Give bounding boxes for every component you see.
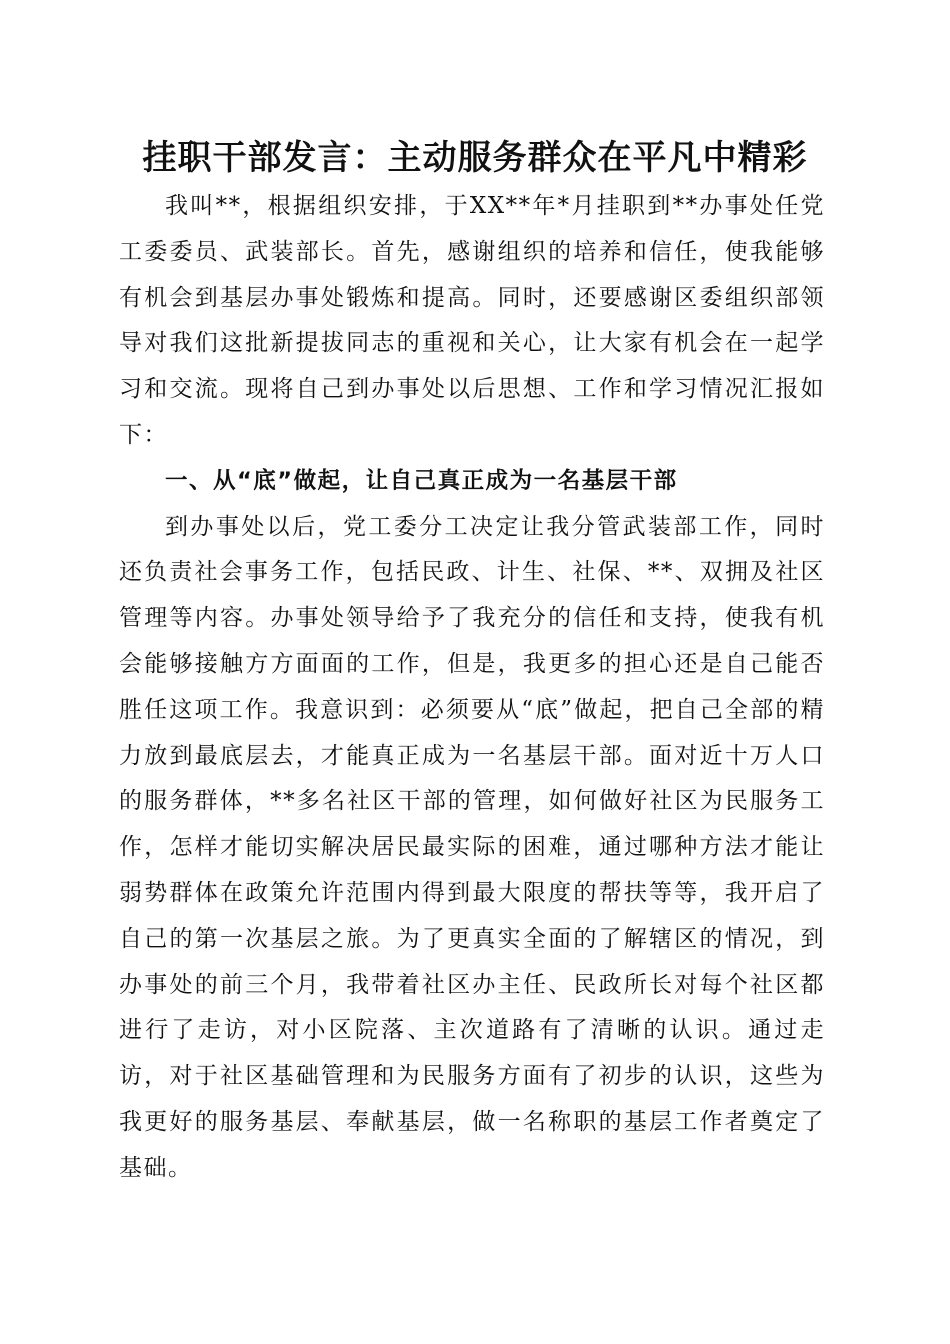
- section-paragraph: 到办事处以后，党工委分工决定让我分管武装部工作，同时还负责社会事务工作，包括民政、计生、社保、**、双拥及社区管理等内容。办事处领导给予了我充分的信任和支持，使我有机会能够接触方方面面的工作，但是，我更多的担心还是自己能否胜任这项工作。我意识到：必须要从“底”做起，把自己全部的精力放到最底层去，才能真正成为一名基层干部。面对近十万人口的服务群体，**多名社区干部的管理，如何做好社区为民服务工作，怎样才能切实解决居民最实际的困难，通过哪种方法才能让弱势群体在政策允许范围内得到最大限度的帮扶等等，我开启了自己的第一次基层之旅。为了更真实全面的了解辖区的情况，到办事处的前三个月，我带着社区办主任、民政所长对每个社区都进行了走访，对小区院落、主次道路有了清晰的认识。通过走访，对于社区基础管理和为民服务方面有了初步的认识，这些为我更好的服务基层、奉献基层，做一名称职的基层工作者奠定了基础。: [119, 513, 825, 1181]
- section-heading: 一、从“底”做起，让自己真正成为一名基层干部: [165, 467, 678, 494]
- document-title: 挂职干部发言：主动服务群众在平凡中精彩: [142, 138, 808, 178]
- document-body: [119, 184, 825, 1192]
- intro-paragraph: 我叫**，根据组织安排，于XX**年*月挂职到**办事处任党工委委员、武装部长。首先，感谢组织的培养和信任，使我能够有机会到基层办事处锻炼和提高。同时，还要感谢区委组织部领导对我们这批新提拔同志的重视和关心，让大家有机会在一起学习和交流。现将自己到办事处以后思想、工作和学习情况汇报如下：: [119, 193, 825, 448]
